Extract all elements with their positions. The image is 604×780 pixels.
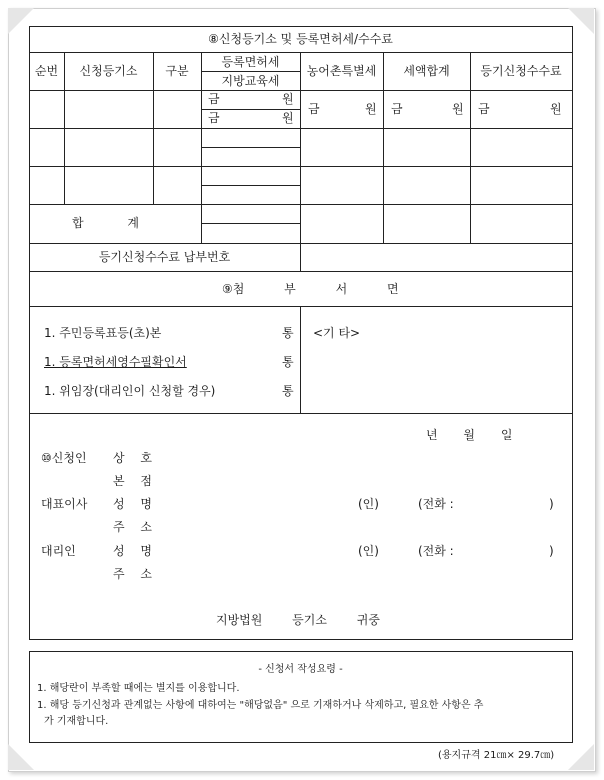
seal-mark: (인) (358, 497, 379, 511)
currency-unit: 원 (452, 102, 464, 116)
currency-label: 금 (208, 111, 220, 125)
col-header-reg-tax: 등록면허세 (221, 55, 280, 69)
col-header-no: 순번 (34, 64, 59, 78)
currency-unit: 원 (365, 102, 377, 116)
guide-title: - 신청서 작성요령 - (258, 664, 343, 675)
attachment-item: 1. 등록면허세영수필확인서 (44, 355, 187, 369)
page-corner-fold (8, 744, 34, 770)
agent-label: 대리인 (41, 544, 76, 558)
currency-unit: 원 (282, 111, 294, 125)
col-header-reg-fee: 등기신청수수료 (480, 64, 562, 78)
col-header-rural-tax: 농어촌특별세 (306, 64, 377, 78)
date-label: 년 월 일 (426, 428, 513, 442)
addressee: 지방법원 등기소 귀중 (216, 613, 380, 627)
phone-label: (전화 : (418, 497, 454, 511)
paper-spec: (용지규격 21㎝× 29.7㎝) (438, 750, 555, 761)
currency-unit: 원 (282, 92, 294, 106)
guide-line: 가 기재합니다. (44, 716, 109, 727)
page-corner-fold (568, 744, 594, 770)
branch-label: 본 점 (113, 474, 152, 488)
attachments-title: ⑨첨 부 서 면 (222, 282, 399, 296)
address-label: 주 소 (113, 567, 152, 581)
phone-close: ) (549, 497, 554, 511)
name-label: 성 명 (113, 544, 152, 558)
guide-line: 1. 해당란이 부족할 때에는 별지를 이용합니다. (37, 683, 240, 694)
col-header-tax-total: 세액합계 (403, 64, 450, 78)
total-label: 합 계 (72, 216, 139, 230)
attachment-item: 1. 위임장(대리인이 신청할 경우) (44, 384, 216, 398)
representative-label: 대표이사 (41, 497, 88, 511)
attachment-unit: 통 (282, 384, 294, 398)
phone-label: (전화 : (418, 544, 454, 558)
payment-number-label: 등기신청수수료 납부번호 (98, 250, 231, 264)
other-label: <기 타> (313, 326, 361, 340)
currency-unit: 원 (550, 102, 562, 116)
phone-close: ) (549, 544, 554, 558)
name-label: 성 명 (113, 497, 152, 511)
col-header-local-edu-tax: 지방교육세 (221, 74, 280, 88)
applicant-label: ⑩신청인 (41, 451, 87, 465)
currency-label: 금 (208, 92, 220, 106)
address-label: 주 소 (113, 520, 152, 534)
attachment-unit: 통 (282, 355, 294, 369)
currency-label: 금 (391, 102, 403, 116)
trade-name-label: 상 호 (113, 451, 152, 465)
seal-mark: (인) (358, 544, 379, 558)
col-header-type: 구분 (165, 64, 189, 78)
attachment-unit: 통 (282, 326, 294, 340)
guide-line: 1. 해당 등기신청과 관계없는 사항에 대하여는 "해당없음" 으로 기재하거나 삭제하고, 필요한 사항은 추 (37, 700, 484, 711)
col-header-registry: 신청등기소 (79, 64, 138, 78)
currency-label: 금 (478, 102, 490, 116)
currency-label: 금 (308, 102, 320, 116)
attachment-item: 1. 주민등록표등(초)본 (44, 326, 162, 340)
fee-section-title: ⑧신청등기소 및 등록면허세/수수료 (208, 32, 393, 46)
